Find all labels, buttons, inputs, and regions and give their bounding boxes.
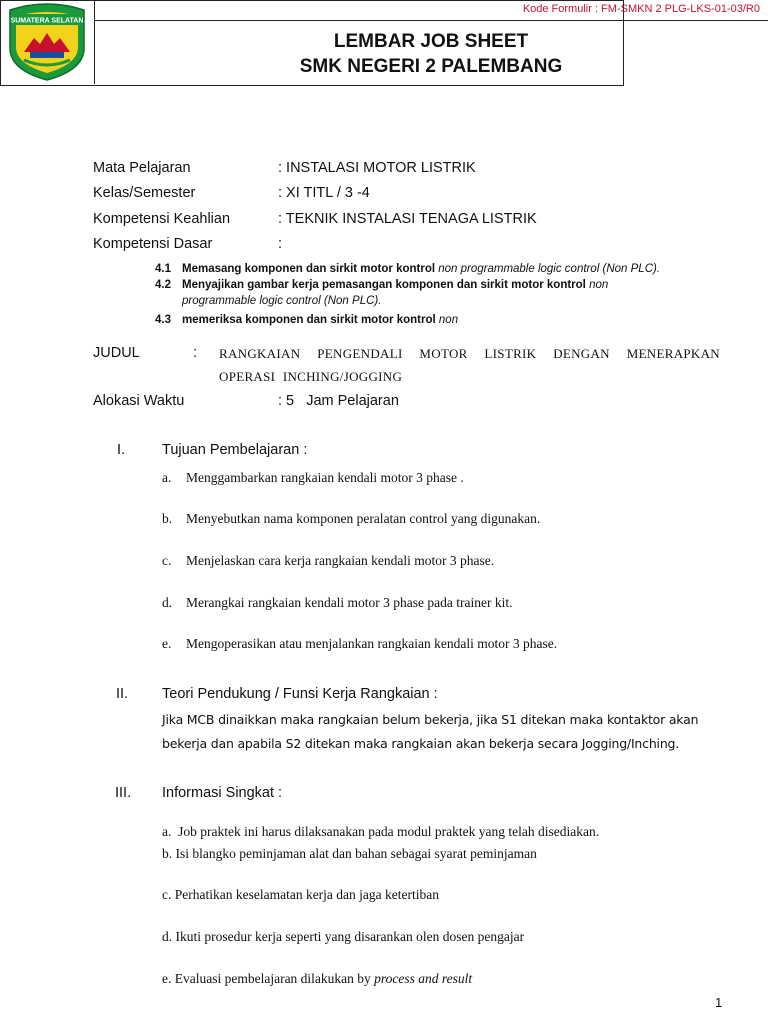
kd-number: 4.2 (155, 279, 171, 291)
form-code: Kode Formulir : FM-SMKN 2 PLG-LKS-01-03/R0 (522, 3, 760, 15)
info-item: b. Isi blangko peminjaman alat dan bahan sebagai syarat peminjaman (162, 846, 537, 861)
section-title: Informasi Singkat : (162, 785, 283, 801)
alokasi-value: : 5 Jam Pelajaran (278, 393, 399, 409)
logo-cell (0, 0, 95, 84)
objective-text: Menyebutkan nama komponen peralatan control yang digunakan. (186, 511, 541, 526)
info-item: a. Job praktek ini harus dilaksanakan pada modul praktek yang telah disediakan. (162, 824, 600, 839)
info-label-subject: Mata Pelajaran (93, 160, 191, 176)
info-item: d. Ikuti prosedur kerja seperti yang disarankan olen dosen pengajar (162, 929, 525, 944)
title-line2: SMK NEGERI 2 PALEMBANG (299, 56, 563, 77)
title-line1: LEMBAR JOB SHEET (333, 31, 529, 52)
info-value-subject: : INSTALASI MOTOR LISTRIK (278, 160, 476, 176)
info-label-basic-competence: Kompetensi Dasar (93, 236, 213, 252)
section-number: III. (115, 785, 132, 801)
school-logo (0, 0, 94, 84)
theory-line1: Jika MCB dinaikkan maka rangkaian belum bekerja, jika S1 ditekan maka kontaktor akan (162, 712, 699, 727)
page-number: 1 (715, 995, 723, 1010)
objective-letter: a. (162, 470, 172, 485)
info-value-basic-competence: : (278, 236, 283, 252)
section-number: II. (116, 686, 129, 702)
judul-line2: OPERASI INCHING/JOGGING (219, 369, 403, 384)
judul-line1: RANGKAIAN PENGENDALI MOTOR LISTRIK DENGAN MENERAPKAN (219, 346, 720, 361)
objective-letter: c. (162, 553, 172, 568)
section-title: Teori Pendukung / Funsi Kerja Rangkaian : (162, 686, 438, 702)
judul-colon: : (193, 345, 198, 361)
form-code-row (94, 0, 768, 21)
info-label-competence: Kompetensi Keahlian (93, 211, 231, 227)
objective-text: Menjelaskan cara kerja rangkaian kendali motor 3 phase. (186, 553, 495, 568)
kd-text: Memasang komponen dan sirkit motor kontrol non programmable logic control (Non PLC). (182, 263, 661, 275)
objective-text: Merangkai rangkaian kendali motor 3 phase pada trainer kit. (186, 595, 513, 610)
objective-letter: d. (162, 595, 173, 610)
alokasi-label: Alokasi Waktu (93, 393, 185, 409)
objective-text: Menggambarkan rangkaian kendali motor 3 phase . (186, 470, 464, 485)
section-title: Tujuan Pembelajaran : (162, 442, 308, 458)
kd-number: 4.1 (155, 263, 171, 275)
logo-text: SUMATERA SELATAN (10, 17, 84, 25)
kd-text-continued: programmable logic control (Non PLC). (182, 295, 382, 307)
info-value-class: : XI TITL / 3 -4 (278, 185, 370, 201)
objective-letter: e. (162, 636, 172, 651)
objective-text: Mengoperasikan atau menjalankan rangkaian kendali motor 3 phase. (186, 636, 558, 651)
info-value-competence: : TEKNIK INSTALASI TENAGA LISTRIK (278, 211, 537, 227)
objective-letter: b. (162, 511, 173, 526)
info-label-class: Kelas/Semester (93, 185, 196, 201)
header-box (0, 0, 760, 86)
judul-label: JUDUL (93, 345, 140, 361)
info-item: e. Evaluasi pembelajaran dilakukan by process and result (162, 971, 473, 986)
kd-text: memeriksa komponen dan sirkit motor kontrol non (182, 314, 459, 326)
kd-text: Menyajikan gambar kerja pemasangan komponen dan sirkit motor kontrol non (182, 279, 609, 291)
section-number: I. (117, 442, 126, 458)
kd-number: 4.3 (155, 314, 171, 326)
theory-line2: bekerja dan apabila S2 ditekan maka rangkaian akan bekerja secara Jogging/Inching. (162, 736, 680, 751)
info-item: c. Perhatikan keselamatan kerja dan jaga ketertiban (162, 887, 439, 902)
